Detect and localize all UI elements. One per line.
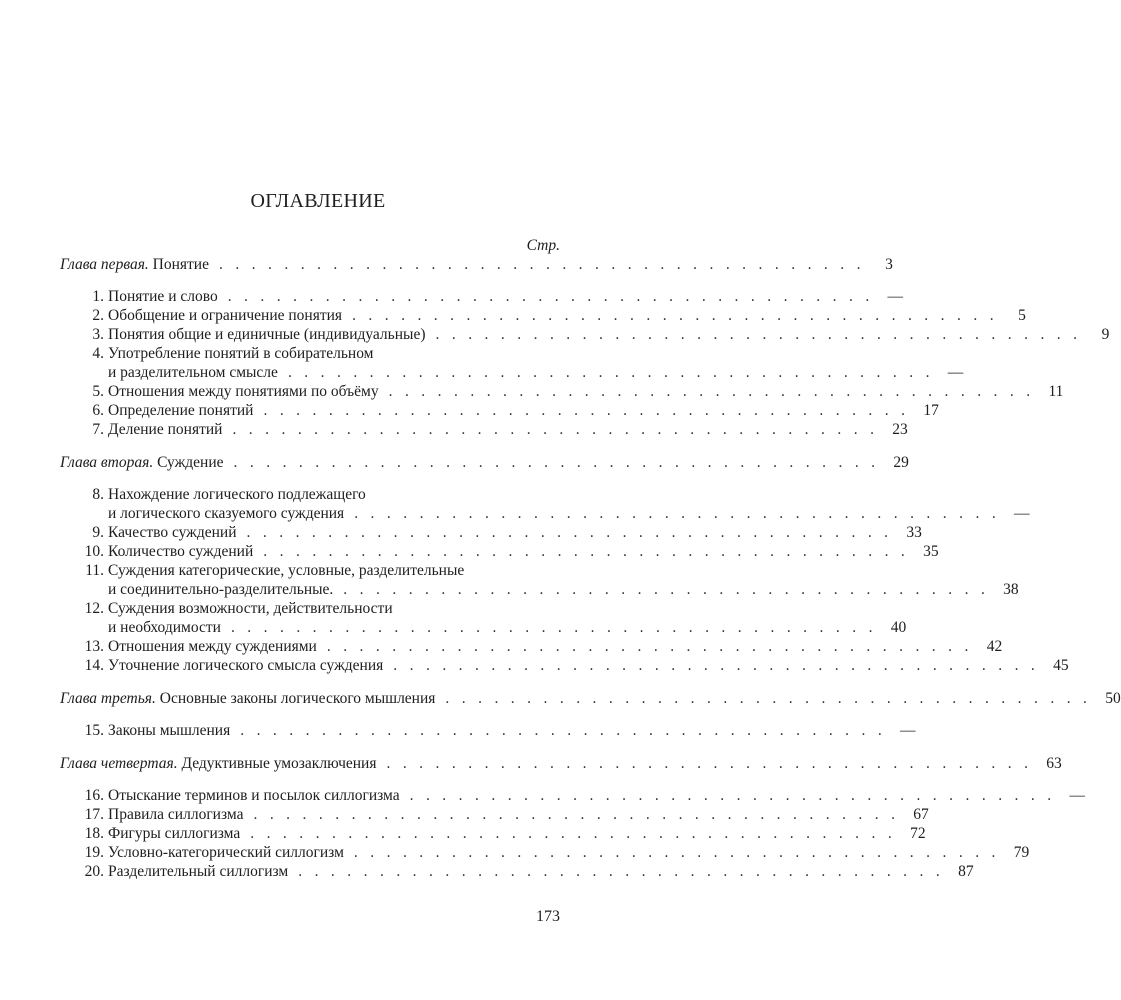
dot-leader: . . . . . . . . . . . . . . . . . . . . . . . . . . . . . . . . . . . . . . . . xyxy=(352,307,998,324)
section-entry[interactable] xyxy=(60,401,939,420)
section-number: 7. xyxy=(92,421,104,438)
page-title: ОГЛАВЛЕНИЕ xyxy=(250,190,386,212)
section-page: — xyxy=(1014,505,1030,522)
section-entry[interactable] xyxy=(60,306,1026,325)
section-number: 15. xyxy=(84,722,104,739)
chapter-heading[interactable] xyxy=(60,255,893,274)
section-title xyxy=(60,542,253,561)
section-entry[interactable] xyxy=(60,420,908,439)
section-text: Понятия общие и единичные (индивидуальные) xyxy=(108,326,426,343)
section-text: Уточнение логического смысла суждения xyxy=(108,657,384,674)
section-title xyxy=(60,805,243,824)
chapter-heading[interactable] xyxy=(60,754,1062,773)
section-line xyxy=(60,862,974,881)
dot-leader: . . . . . . . . . . . . . . . . . . . . . . . . . . . . . . . . . . . . . . . . xyxy=(393,657,1040,674)
toc-body xyxy=(60,255,1121,881)
section-text: Нахождение логического подлежащего xyxy=(108,486,366,503)
chapter-page: 63 xyxy=(1046,755,1062,772)
section-entry[interactable] xyxy=(60,382,1064,401)
section-line xyxy=(60,523,922,542)
section-number: 2. xyxy=(92,307,104,324)
section-text: Качество суждений xyxy=(108,524,237,541)
section-title xyxy=(60,523,237,542)
section-page: 11 xyxy=(1048,383,1064,400)
chapter-prefix: Глава четвертая. xyxy=(60,755,178,772)
toc-chapter xyxy=(60,255,1110,439)
section-entry[interactable] xyxy=(60,325,1110,344)
chapter-heading[interactable] xyxy=(60,689,1121,708)
section-entry[interactable] xyxy=(60,805,929,824)
dot-leader: . . . . . . . . . . . . . . . . . . . . . . . . . . . . . . . . . . . . . . . . xyxy=(263,402,910,419)
section-number: 9. xyxy=(92,524,104,541)
section-title xyxy=(60,363,278,382)
section-number: 18. xyxy=(84,825,104,842)
dot-leader: . . . . . . . . . . . . . . . . . . . . . . . . . . . . . . . . . . . . . . . . xyxy=(246,524,893,541)
section-page: 87 xyxy=(958,863,974,880)
section-list xyxy=(60,786,1085,881)
section-page: 23 xyxy=(892,421,908,438)
section-title xyxy=(60,344,373,363)
dot-leader: . . . . . . . . . . . . . . . . . . . . . . . . . . . . . . . . . . . . . . . . xyxy=(388,383,1035,400)
section-line xyxy=(60,637,1003,656)
chapter-name: Понятие xyxy=(152,256,209,273)
section-number: 4. xyxy=(92,345,104,362)
toc-chapter xyxy=(60,689,1121,740)
section-line xyxy=(60,306,1026,325)
section-entry[interactable] xyxy=(60,786,1085,805)
section-title xyxy=(60,306,342,325)
section-line xyxy=(60,618,907,637)
section-number: 12. xyxy=(84,600,104,617)
section-text: Фигуры силлогизма xyxy=(108,825,241,842)
chapter-title xyxy=(60,453,224,472)
page-number: 173 xyxy=(536,908,560,925)
section-title xyxy=(60,843,344,862)
chapter-name: Суждение xyxy=(157,454,224,471)
section-page: 9 xyxy=(1101,326,1110,343)
section-title xyxy=(60,786,400,805)
section-text: Употребление понятий в собирательном xyxy=(108,345,374,362)
chapter-name: Основные законы логического мышления xyxy=(159,690,436,707)
section-page: 67 xyxy=(913,806,929,823)
section-title xyxy=(60,824,240,843)
section-line xyxy=(60,786,1085,805)
section-text: Условно-категорический силлогизм xyxy=(108,844,344,861)
dot-leader: . . . . . . . . . . . . . . . . . . . . . . . . . . . . . . . . . . . . . . . . xyxy=(250,825,897,842)
section-line xyxy=(60,580,1019,599)
section-text: Количество суждений xyxy=(108,543,254,560)
dot-leader: . . . . . . . . . . . . . . . . . . . . . . . . . . . . . . . . . . . . . . . . xyxy=(230,619,877,636)
dot-leader: . . . . . . . . . . . . . . . . . . . . . . . . . . . . . . . . . . . . . . . . xyxy=(354,505,1001,522)
dot-leader: . . . . . . . . . . . . . . . . . . . . . . . . . . . . . . . . . . . . . . . . xyxy=(253,806,900,823)
section-page: 45 xyxy=(1053,657,1069,674)
section-title xyxy=(60,420,222,439)
section-number: 17. xyxy=(84,806,104,823)
section-number: 13. xyxy=(84,638,104,655)
section-entry[interactable] xyxy=(60,656,1069,675)
dot-leader: . . . . . . . . . . . . . . . . . . . . . . . . . . . . . . . . . . . . . . . . xyxy=(353,844,1000,861)
section-entry[interactable] xyxy=(60,485,1030,523)
section-number: 14. xyxy=(84,657,104,674)
section-line xyxy=(60,656,1069,675)
section-number: 1. xyxy=(92,288,104,305)
section-page: 79 xyxy=(1013,844,1030,861)
section-entry[interactable] xyxy=(60,523,922,542)
section-title xyxy=(60,287,218,306)
dot-leader: . . . . . . . . . . . . . . . . . . . . . . . . . . . . . . . . . . . . . . . . xyxy=(409,787,1056,804)
dot-leader: . . . . . . . . . . . . . . . . . . . . . . . . . . . . . . . . . . . . . . . . xyxy=(240,722,887,739)
dot-leader: . . . . . . . . . . . . . . . . . . . . . . . . . . . . . . . . . . . . . . . . xyxy=(445,690,1092,707)
section-title xyxy=(60,561,464,580)
chapter-page: 50 xyxy=(1105,690,1121,707)
section-page: 40 xyxy=(890,619,907,636)
section-text: Отыскание терминов и посылок силлогизма xyxy=(108,787,400,804)
section-number: 6. xyxy=(92,402,104,419)
section-entry[interactable] xyxy=(60,843,1030,862)
section-title xyxy=(60,618,221,637)
section-page: — xyxy=(947,364,964,381)
dot-leader: . . . . . . . . . . . . . . . . . . . . . . . . . . . . . . . . . . . . . . . . xyxy=(298,863,945,880)
section-text: Суждения возможности, действительности xyxy=(108,600,393,617)
section-text: Определение понятий xyxy=(108,402,254,419)
section-number: 5. xyxy=(92,383,104,400)
section-number: 11. xyxy=(85,562,104,579)
section-list xyxy=(60,287,1110,439)
chapter-title xyxy=(60,754,376,773)
dot-leader: . . . . . . . . . . . . . . . . . . . . . . . . . . . . . . . . . . . . . . . . xyxy=(233,454,880,471)
section-title xyxy=(60,721,230,740)
section-page: 17 xyxy=(923,402,939,419)
section-title xyxy=(60,401,253,420)
section-entry[interactable] xyxy=(60,862,974,881)
section-title xyxy=(60,599,393,618)
chapter-name: Дедуктивные умозаключения xyxy=(181,755,377,772)
section-line xyxy=(60,363,964,382)
section-entry[interactable] xyxy=(60,542,939,561)
section-text: Отношения между понятиями по объёму xyxy=(108,383,379,400)
section-line xyxy=(60,485,560,504)
section-text: и необходимости xyxy=(108,619,221,636)
dot-leader: . . . . . . . . . . . . . . . . . . . . . . . . . . . . . . . . . . . . . . . . xyxy=(218,256,865,273)
section-entry[interactable] xyxy=(60,824,926,843)
dot-leader: . . . . . . . . . . . . . . . . . . . . . . . . . . . . . . . . . . . . . . . . xyxy=(435,326,1082,343)
toc-chapter xyxy=(60,754,1085,881)
section-text: Деление понятий xyxy=(108,421,223,438)
section-number: 19. xyxy=(84,844,104,861)
section-page: — xyxy=(900,722,916,739)
section-entry[interactable] xyxy=(60,287,904,306)
section-entry[interactable] xyxy=(60,599,907,637)
section-line xyxy=(60,504,1030,523)
section-page: 35 xyxy=(923,543,939,560)
section-number: 16. xyxy=(84,787,104,804)
chapter-heading[interactable] xyxy=(60,453,909,472)
section-number: 8. xyxy=(92,486,104,503)
dot-leader: . . . . . . . . . . . . . . . . . . . . . . . . . . . . . . . . . . . . . . . . xyxy=(287,364,934,381)
section-title xyxy=(60,656,383,675)
section-text: и логического сказуемого суждения xyxy=(108,505,345,522)
section-page: — xyxy=(887,288,904,305)
section-text: Отношения между суждениями xyxy=(108,638,317,655)
section-number: 3. xyxy=(92,326,104,343)
section-title xyxy=(60,325,426,344)
section-entry[interactable] xyxy=(60,344,964,382)
section-text: Понятие и слово xyxy=(108,288,218,305)
section-page: 33 xyxy=(906,524,922,541)
section-line xyxy=(60,325,1110,344)
section-title xyxy=(60,382,379,401)
section-title xyxy=(60,637,317,656)
section-line xyxy=(60,542,939,561)
section-line xyxy=(60,843,1030,862)
section-entry[interactable] xyxy=(60,561,1019,599)
section-line xyxy=(60,561,560,580)
section-line xyxy=(60,287,904,306)
section-page: — xyxy=(1069,787,1085,804)
section-text: Правила силлогизма xyxy=(108,806,244,823)
table-of-contents xyxy=(60,236,1121,895)
chapter-title xyxy=(60,689,435,708)
section-page: 38 xyxy=(1003,581,1019,598)
section-entry[interactable] xyxy=(60,637,1003,656)
section-line xyxy=(60,599,560,618)
section-line xyxy=(60,805,929,824)
section-page: 5 xyxy=(1018,307,1026,324)
section-title xyxy=(60,485,366,504)
section-text: Обобщение и ограничение понятия xyxy=(108,307,343,324)
page-column-label: Стр. xyxy=(526,237,560,254)
dot-leader: . . . . . . . . . . . . . . . . . . . . . . . . . . . . . . . . . . . . . . . . xyxy=(232,421,879,438)
dot-leader: . . . . . . . . . . . . . . . . . . . . . . . . . . . . . . . . . . . . . . . . xyxy=(386,755,1033,772)
section-page: 42 xyxy=(986,638,1003,655)
section-line xyxy=(60,824,926,843)
section-title xyxy=(60,580,333,599)
dot-leader: . . . . . . . . . . . . . . . . . . . . . . . . . . . . . . . . . . . . . . . . xyxy=(227,288,874,305)
chapter-page: 29 xyxy=(893,454,909,471)
section-line xyxy=(60,721,916,740)
section-line xyxy=(60,401,939,420)
section-number: 20. xyxy=(84,863,104,880)
section-title xyxy=(60,504,344,523)
section-list xyxy=(60,485,1069,675)
chapter-page: 3 xyxy=(885,256,893,273)
section-text: Суждения категорические, условные, разделительные xyxy=(108,562,465,579)
dot-leader: . . . . . . . . . . . . . . . . . . . . . . . . . . . . . . . . . . . . . . . . xyxy=(326,638,973,655)
chapter-title xyxy=(60,255,209,274)
chapter-prefix: Глава третья. xyxy=(60,690,156,707)
section-text: Законы мышления xyxy=(108,722,231,739)
section-entry[interactable] xyxy=(60,721,916,740)
toc-chapter xyxy=(60,453,1069,675)
section-text: Разделительный силлогизм xyxy=(108,863,289,880)
dot-leader: . . . . . . . . . . . . . . . . . . . . . . . . . . . . . . . . . . . . . . . . xyxy=(263,543,910,560)
section-line xyxy=(60,420,908,439)
dot-leader: . . . . . . . . . . . . . . . . . . . . . . . . . . . . . . . . . . . . . . . . xyxy=(343,581,990,598)
section-text: и разделительном смысле xyxy=(108,364,278,381)
section-title xyxy=(60,862,288,881)
section-line xyxy=(60,382,1064,401)
section-page: 72 xyxy=(910,825,926,842)
section-text: и соединительно-разделительные. xyxy=(108,581,334,598)
section-number: 10. xyxy=(84,543,104,560)
section-line xyxy=(60,344,560,363)
chapter-prefix: Глава вторая. xyxy=(60,454,154,471)
chapter-prefix: Глава первая. xyxy=(60,256,149,273)
section-list xyxy=(60,721,916,740)
